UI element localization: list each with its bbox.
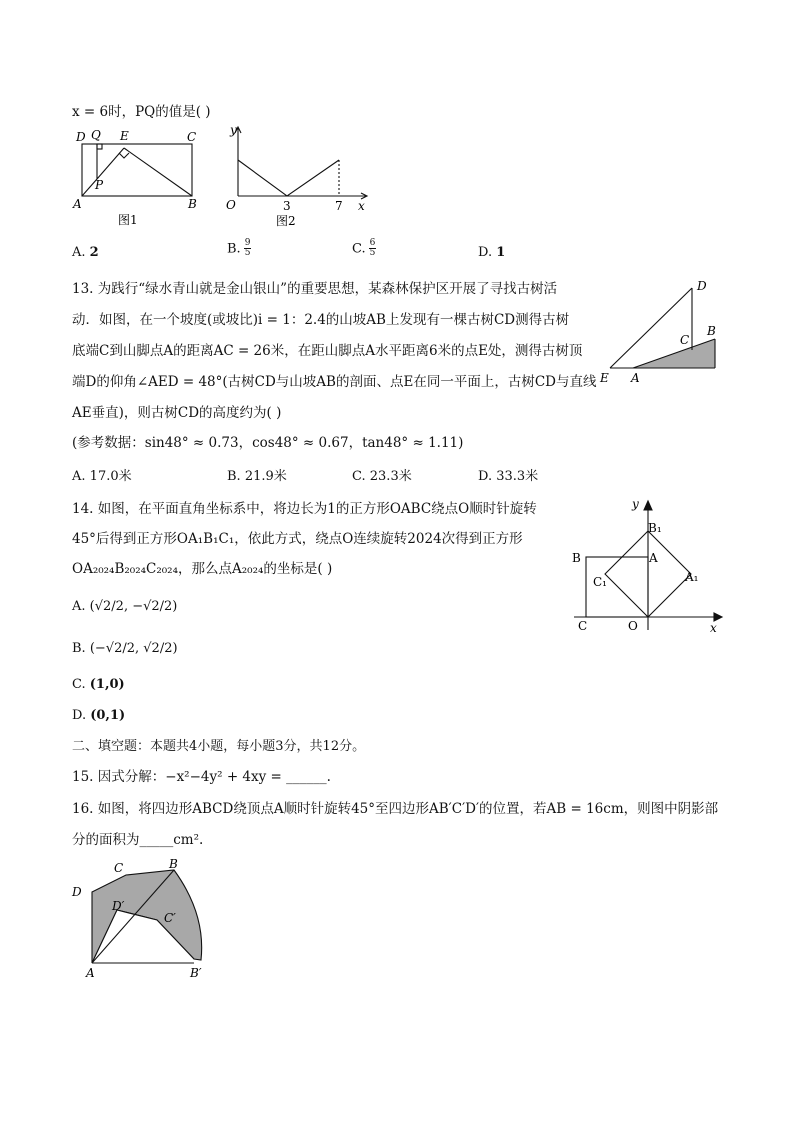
q13-label-A: A [631,371,640,385]
q13-line-3: 底端C到山脚点A的距离AC = 26米，在距山脚点A水平距离6米的点E处，测得古树顶 [72,343,583,359]
q14-line-1: 14. 如图，在平面直角坐标系中，将边长为1的正方形OABC绕点O顺时针旋转 [72,501,537,517]
q13-label-C: C [680,333,690,347]
q12-option-a[interactable]: A. 2 [72,245,99,260]
q16-line-1: 16. 如图，将四边形ABCD绕顶点A顺时针旋转45°至四边形AB′C′D′的位置，若AB = 16cm，则图中阴影部 [72,801,719,817]
fig2-caption: 图2 [276,214,296,228]
q13-option-d[interactable]: D. 33.3米 [478,469,539,484]
q13-line-2: 动．如图，在一个坡度(或坡比)i = 1：2.4的山坡AB上发现有一棵古树CD测得古树 [72,312,570,328]
q14-option-b[interactable]: B. (−√2/2, √2/2) [72,641,178,656]
q16-label-D-prime: D′ [112,899,125,913]
fig2-tick-7: 7 [335,199,343,213]
fig2-tick-3: 3 [283,199,291,213]
q16-label-C: C [114,861,124,875]
q13-option-b[interactable]: B. 21.9米 [227,469,287,484]
q16-label-D: D [72,885,82,899]
fig1-label-C: C [187,130,197,144]
q14-label-B1: B₁ [648,521,662,535]
q16-line-2: 分的面积为_____cm². [72,832,204,848]
q14-label-A: A [649,551,658,565]
q12-figure-1 [72,126,212,230]
q16-label-A: A [86,966,95,980]
fig1-label-P: P [95,178,104,192]
fig2-label-O: O [226,198,236,212]
q12-option-c[interactable]: C. $\frac{6}{5}$ [352,238,376,259]
q13-option-c[interactable]: C. 23.3米 [352,469,412,484]
q13-line-5: AE垂直)，则古树CD的高度约为( ) [72,405,282,421]
fig1-label-B: B [188,197,197,211]
q13-line-6: (参考数据：sin48° ≈ 0.73，cos48° ≈ 0.67，tan48° ≈ 1.11) [72,435,464,451]
q13-option-a[interactable]: A. 17.0米 [72,469,132,484]
q14-option-d[interactable]: D. (0,1) [72,708,126,723]
q13-figure [596,278,726,390]
q14-line-3: OA₂₀₂₄B₂₀₂₄C₂₀₂₄，那么点A₂₀₂₄的坐标是( ) [72,561,333,577]
fig1-label-D: D [76,130,86,144]
q12-option-b[interactable]: B. $\frac{9}{5}$ [227,238,251,259]
q13-line-4: 端D的仰角∠AED = 48°(古树CD与山坡AB的剖面、点E在同一平面上，古树CD与直线 [72,374,597,390]
fig2-label-y: y [230,123,237,137]
q16-label-B-prime: B′ [190,966,202,980]
q13-label-E: E [600,371,609,385]
q13-line-1: 13. 为践行“绿水青山就是金山银山”的重要思想，某森林保护区开展了寻找古树活 [72,281,558,297]
q16-label-B: B [169,857,178,871]
q13-label-B: B [707,324,716,338]
section-2-heading: 二、填空题：本题共4小题，每小题3分，共12分。 [72,739,366,754]
q14-label-y: y [632,497,639,511]
q14-option-c[interactable]: C. (1,0) [72,677,125,692]
q12-stem: x = 6时，PQ的值是( ) [72,104,211,120]
q14-label-C: C [578,619,588,633]
fig2-label-x: x [358,199,365,213]
q12-option-d[interactable]: D. 1 [478,245,506,260]
fig1-label-A: A [73,197,82,211]
q12-figure-2 [222,122,372,230]
fig1-label-E: E [120,129,129,143]
q15-text: 15. 因式分解：−x²−4y² + 4xy = ______. [72,769,331,785]
q14-line-2: 45°后得到正方形OA₁B₁C₁，依此方式，绕点O连续旋转2024次得到正方形 [72,531,523,547]
q14-label-B: B [572,551,581,565]
q14-label-C1: C₁ [593,575,607,589]
q14-label-x: x [710,621,717,635]
q16-label-C-prime: C′ [164,911,176,925]
fig1-label-Q: Q [91,128,101,142]
q14-option-a[interactable]: A. (√2/2, −√2/2) [72,599,178,614]
q14-label-A1: A₁ [685,570,699,584]
q16-figure [66,854,216,984]
q14-figure [566,496,726,636]
q14-label-O: O [628,619,638,633]
q13-label-D: D [697,279,707,293]
fig1-caption: 图1 [118,213,138,227]
